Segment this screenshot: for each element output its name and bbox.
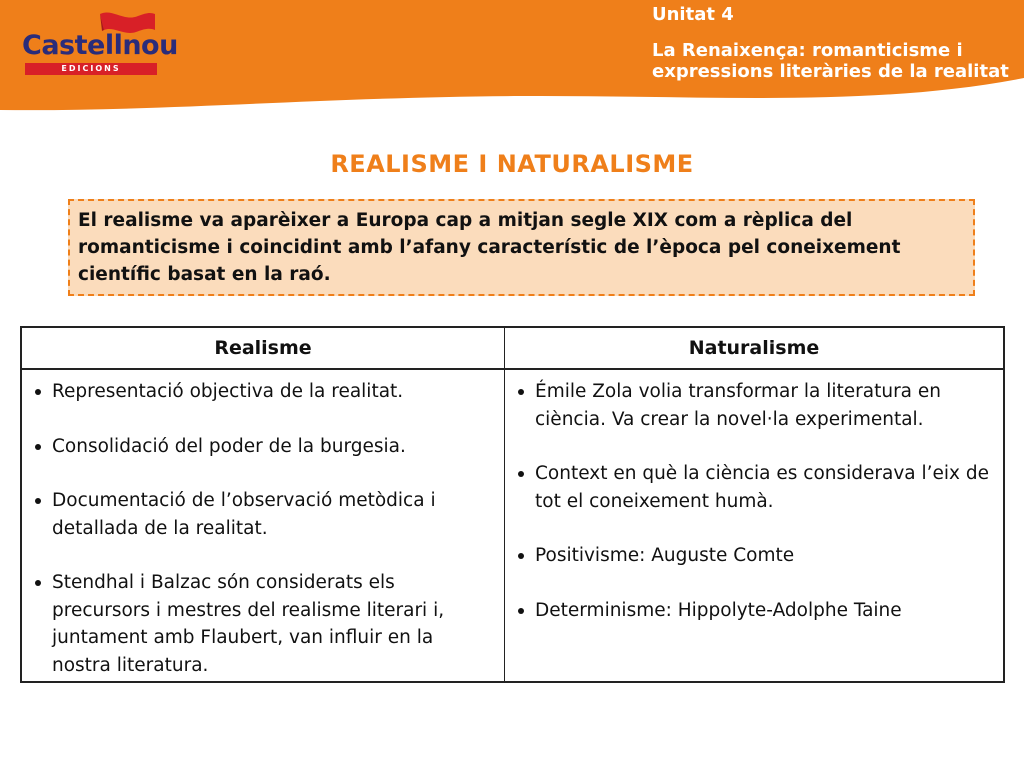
- list-item-text: Determinisme: Hippolyte-Adolphe Taine: [535, 599, 902, 621]
- table-header: [22, 328, 1003, 370]
- page-title: REALISME I NATURALISME: [330, 150, 694, 178]
- list-item: [32, 569, 494, 679]
- realisme-list: [32, 378, 494, 679]
- bullet-icon: [35, 498, 41, 504]
- logo-text: Castellnou: [22, 30, 178, 61]
- list-item-text: Positivisme: Auguste Comte: [535, 545, 795, 566]
- list-item: [515, 542, 993, 570]
- list-item-text: Context en què la ciència es considerava l’eix de tot el coneixement humà.: [535, 463, 989, 512]
- comparison-table: [20, 326, 1005, 683]
- list-item-text: Consolidació del poder de la burgesia.: [52, 435, 406, 457]
- list-item-text: Documentació de l’observació metòdica i detallada de la realitat.: [52, 490, 436, 539]
- header-naturalisme: Naturalisme: [688, 337, 820, 359]
- bullet-icon: [518, 608, 524, 614]
- list-item: [515, 378, 993, 433]
- list-item: [32, 378, 494, 406]
- table-body: [22, 370, 1003, 681]
- intro-box: El realisme va aparèixer a Europa cap a mitjan segle XIX com a rèplica del romanticisme i coincidint amb l’afany característic de l’època pel coneixement científic basat en la raó.: [68, 199, 975, 296]
- list-item: [32, 433, 494, 461]
- list-item-text: Stendhal i Balzac són considerats els precursors i mestres del realisme literari i, juntament amb Flaubert, van influir en la nostra literatura.: [52, 572, 445, 676]
- naturalisme-cell: [505, 370, 1003, 681]
- bullet-icon: [518, 471, 524, 477]
- bullet-icon: [518, 389, 524, 395]
- logo-subtext: EDICIONS: [61, 64, 121, 73]
- naturalisme-list: [515, 378, 993, 624]
- list-item-text: Representació objectiva de la realitat.: [52, 381, 404, 402]
- bullet-icon: [518, 553, 524, 559]
- header-realisme: Realisme: [22, 328, 505, 368]
- unit-title: Unitat 4: [652, 4, 734, 25]
- realisme-cell: [22, 370, 505, 681]
- list-item: [515, 460, 993, 515]
- unit-subtitle: La Renaixença: romanticisme i expressions literàries de la realitat: [652, 40, 1009, 82]
- bullet-icon: [35, 580, 41, 586]
- list-item-text: Émile Zola volia transformar la literatura en ciència. Va crear la novel·la experimental.: [535, 381, 942, 430]
- list-item: [32, 487, 494, 542]
- bullet-icon: [35, 444, 41, 450]
- bullet-icon: [35, 389, 41, 395]
- list-item: [515, 597, 993, 625]
